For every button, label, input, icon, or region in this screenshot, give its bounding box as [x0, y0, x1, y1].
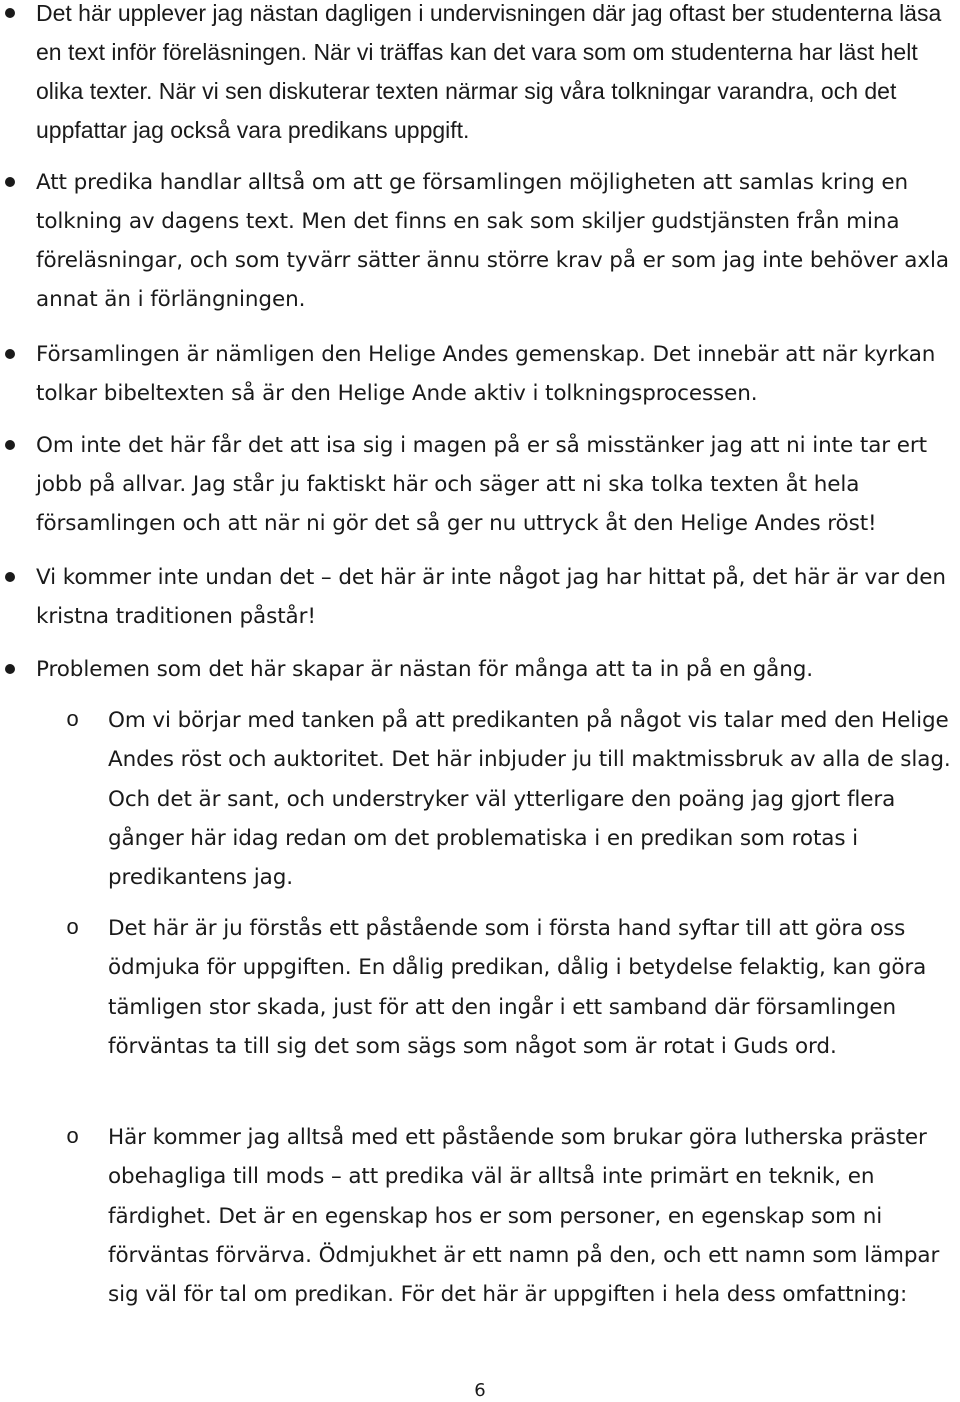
- bullet-dot-icon: [5, 177, 15, 187]
- sub-item-text: Om vi börjar med tanken på att predikanten på något vis talar med den Helige Andes röst och auktoritet. Det här inbjuder ju till maktmissbruk av alla de slag. Och det är sant, och understryker väl ytterligare den poäng jag gjort flera gånger här idag redan om det problematiska i en predikan som rotas i predikantens jag.: [108, 708, 951, 891]
- bullet-text: Vi kommer inte undan det – det här är inte något jag har hittat på, det här är var den kristna traditionen påstår!: [36, 565, 946, 629]
- bullet-dot-icon: [5, 349, 15, 359]
- bullet-item: [36, 163, 960, 319]
- page-number: 6: [474, 1380, 486, 1401]
- bullet-item: [36, 335, 960, 413]
- bullet-item: [36, 426, 960, 543]
- bullet-item: [36, 650, 960, 689]
- sub-item-text: Det här är ju förstås ett påstående som i första hand syftar till att göra oss ödmjuka för uppgiften. En dålig predikan, dålig i betydelse felaktig, kan göra tämligen stor skada, just för att den ingår i ett samband där församlingen förväntas ta till sig det som sägs som något som är rotat i Guds ord.: [108, 916, 927, 1059]
- sub-item-text: Här kommer jag alltså med ett påstående som brukar göra lutherska präster obehagliga till mods – att predika väl är alltså inte primärt en teknik, en färdighet. Det är en egenskap hos er som personer, en egenskap som ni förväntas förvärva. Ödmjukhet är ett namn på den, och ett namn som lämpar sig väl för tal om predikan. För det här är uppgiften i hela dess omfattning:: [108, 1125, 940, 1308]
- bullet-dot-icon: [5, 8, 15, 18]
- sub-list-item: [66, 1118, 960, 1314]
- bullet-text: Det här upplever jag nästan dagligen i undervisningen där jag oftast ber studenterna läsa en text inför föreläsningen. När vi träffas kan det vara som om studenterna har läst helt olika texter. När vi sen diskuterar texten närmar sig våra tolkningar varandra, och det uppfattar jag också vara predikans uppgift.: [36, 0, 942, 143]
- sub-list-item: [66, 909, 960, 1066]
- bullet-dot-icon: [5, 664, 15, 674]
- bullet-text: Problemen som det här skapar är nästan för många att ta in på en gång.: [36, 657, 814, 682]
- sub-list-item: [66, 701, 960, 897]
- bullet-item: [36, 0, 960, 150]
- bullet-item: [36, 558, 960, 636]
- bullet-text: Om inte det här får det att isa sig i magen på er så misstänker jag att ni inte tar ert jobb på allvar. Jag står ju faktiskt här och säger att ni ska tolka texten åt hela församlingen och att när ni gör det så ger nu uttryck åt den Helige Andes röst!: [36, 433, 927, 536]
- circle-bullet-icon: o: [66, 916, 80, 941]
- circle-bullet-icon: o: [66, 708, 80, 733]
- bullet-dot-icon: [5, 440, 15, 450]
- bullet-text: Att predika handlar alltså om att ge församlingen möjligheten att samlas kring en tolkning av dagens text. Men det finns en sak som skiljer gudstjänsten från mina föreläsningar, och som tyvärr sätter ännu större krav på er som jag inte behöver axla annat än i förlängningen.: [36, 170, 949, 312]
- bullet-dot-icon: [5, 572, 15, 582]
- bullet-text: Församlingen är nämligen den Helige Andes gemenskap. Det innebär att när kyrkan tolkar bibeltexten så är den Helige Ande aktiv i tolkningsprocessen.: [36, 342, 936, 406]
- circle-bullet-icon: o: [66, 1125, 80, 1150]
